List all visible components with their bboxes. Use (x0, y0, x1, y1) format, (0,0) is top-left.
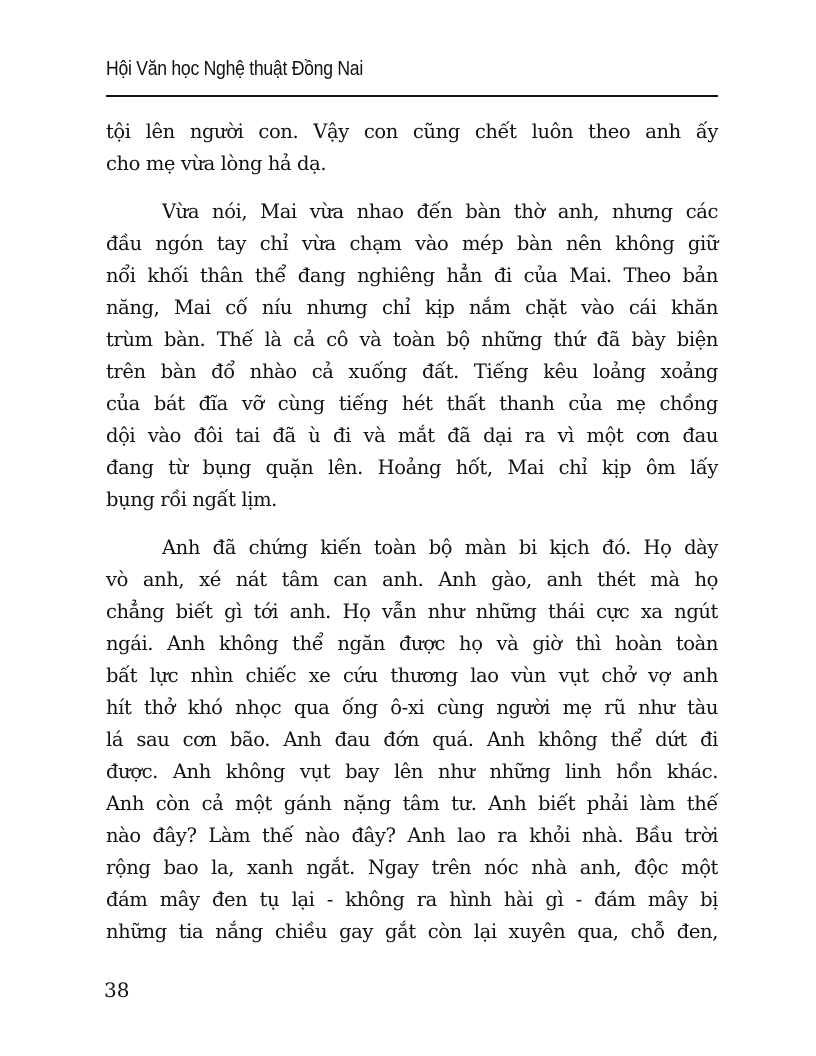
text-line: bất lực nhìn chiếc xe cứu thương lao vùn vụt chở vợ anh (106, 664, 718, 687)
page-number: 38 (104, 978, 130, 1002)
text-line: dội vào đôi tai đã ù đi và mắt đã dại ra vì một cơn đau (106, 424, 718, 447)
text-line: nổi khối thân thể đang nghiêng hẳn đi của Mai. Theo bản (106, 264, 718, 287)
text-line: trên bàn đổ nhào cả xuống đất. Tiếng kêu loảng xoảng (106, 360, 718, 383)
page-body (106, 116, 718, 964)
text-line: bụng rồi ngất lịm. (106, 488, 277, 511)
paragraph (106, 196, 718, 516)
text-line: Anh đã chứng kiến toàn bộ màn bi kịch đó. Họ dày (162, 536, 718, 559)
text-line: được. Anh không vụt bay lên như những linh hồn khác. (106, 760, 718, 783)
text-line: Vừa nói, Mai vừa nhao đến bàn thờ anh, nhưng các (162, 200, 718, 223)
text-line: lá sau cơn bão. Anh đau đớn quá. Anh không thể dứt đi (106, 728, 718, 751)
text-line: nào đây? Làm thế nào đây? Anh lao ra khỏi nhà. Bầu trời (106, 824, 718, 847)
text-line: hít thở khó nhọc qua ống ô-xi cùng người mẹ rũ như tàu (106, 696, 718, 719)
text-line: đang từ bụng quặn lên. Hoảng hốt, Mai chỉ kịp ôm lấy (106, 456, 718, 479)
text-line: cho mẹ vừa lòng hả dạ. (106, 152, 327, 175)
text-line: rộng bao la, xanh ngắt. Ngay trên nóc nhà anh, độc một (106, 856, 718, 879)
text-line: ngái. Anh không thể ngăn được họ và giờ thì hoàn toàn (106, 632, 718, 655)
text-line: năng, Mai cố níu nhưng chỉ kịp nắm chặt vào cái khăn (106, 296, 718, 319)
text-line: trùm bàn. Thế là cả cô và toàn bộ những thứ đã bày biện (106, 328, 718, 351)
text-line: của bát đĩa vỡ cùng tiếng hét thất thanh của mẹ chồng (106, 392, 718, 415)
text-line: đám mây đen tụ lại - không ra hình hài gì - đám mây bị (106, 888, 718, 911)
header-divider (106, 95, 718, 97)
text-line: những tia nắng chiều gay gắt còn lại xuyên qua, chỗ đen, (106, 920, 718, 943)
text-line: chẳng biết gì tới anh. Họ vẫn như những thái cực xa ngút (106, 600, 718, 623)
running-header: Hội Văn học Nghệ thuật Đồng Nai (106, 58, 363, 80)
text-line: Anh còn cả một gánh nặng tâm tư. Anh biết phải làm thế (106, 792, 718, 815)
text-line: tội lên người con. Vậy con cũng chết luôn theo anh ấy (106, 120, 718, 143)
text-line: vò anh, xé nát tâm can anh. Anh gào, anh thét mà họ (106, 568, 718, 591)
text-line: đầu ngón tay chỉ vừa chạm vào mép bàn nên không giữ (106, 232, 718, 255)
paragraph (106, 116, 718, 180)
paragraph (106, 532, 718, 948)
